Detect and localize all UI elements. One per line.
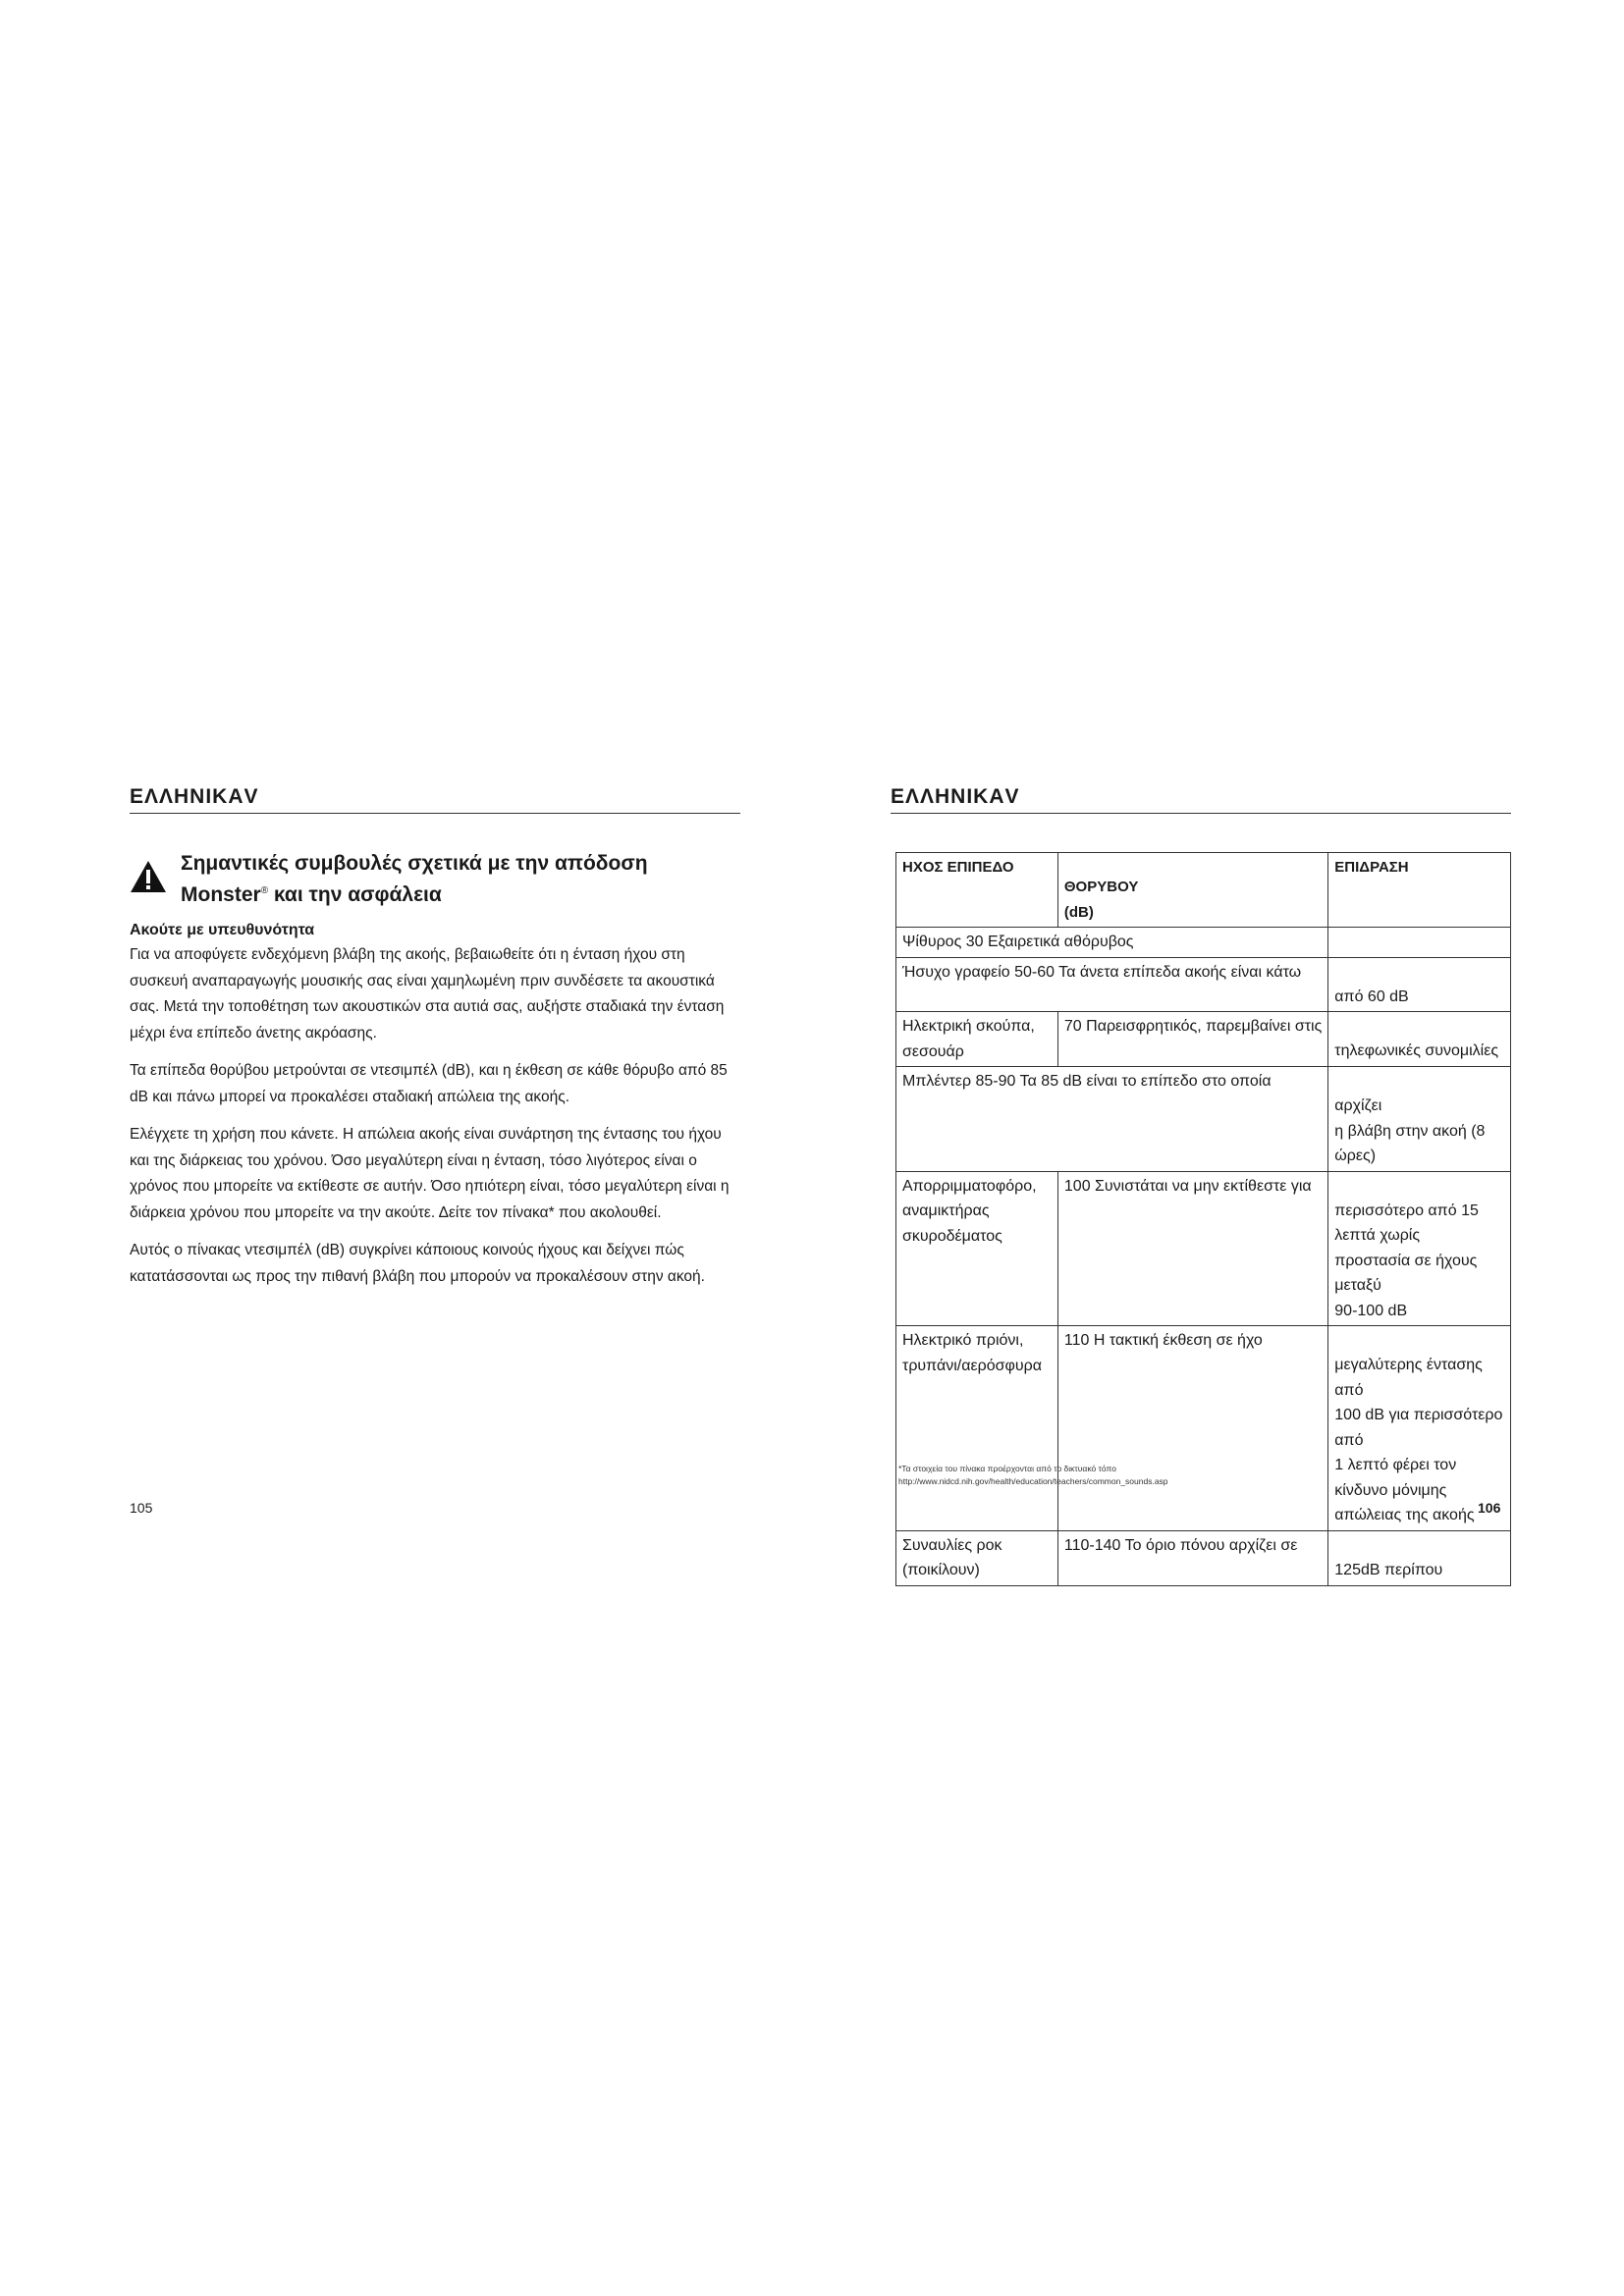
table-row xyxy=(896,1067,1511,1172)
footnote-source: *Τα στοιχεία του πίνακα προέρχονται από το δικτυακό τόπο xyxy=(898,1464,1116,1473)
header-noise-db: ΘΟΡΥΒΟΥ (dB) xyxy=(1057,853,1327,928)
table-row xyxy=(896,1530,1511,1585)
table-cell: Ψίθυρος 30 Εξαιρετικά αθόρυβος xyxy=(896,928,1328,958)
table-cell: από 60 dB xyxy=(1328,957,1511,1012)
table-cell: Ηλεκτρική σκούπα, σεσουάρ xyxy=(896,1012,1058,1067)
table-cell: 110 Η τακτική έκθεση σε ήχο xyxy=(1057,1326,1327,1531)
subheading: Ακούτε με υπευθυνότητα xyxy=(130,922,315,938)
warning-title-line1: Σημαντικές συμβουλές σχετικά με την απόδοση xyxy=(181,852,648,875)
table-row xyxy=(896,1326,1511,1531)
body-text xyxy=(130,919,738,1302)
footnote-url: http://www.nidcd.nih.gov/health/education/teachers/common_sounds.asp xyxy=(898,1476,1168,1486)
footnotes xyxy=(898,1463,1168,1488)
warning-title-line2: και την ασφάλεια xyxy=(268,883,442,906)
page-number: 105 xyxy=(130,1500,153,1516)
table-cell xyxy=(1328,928,1511,958)
table-cell: μεγαλύτερης έντασης από 100 dB για περισσότερο από 1 λεπτό φέρει τον κίνδυνο μόνιμης απώλειας της ακοής xyxy=(1328,1326,1511,1531)
warning-title xyxy=(181,850,738,909)
registered-mark: ® xyxy=(260,885,269,896)
table-row xyxy=(896,957,1511,1012)
right-page xyxy=(812,0,1624,2296)
table-cell: 100 Συνιστάται να μην εκτίθεστε για xyxy=(1057,1171,1327,1326)
table-cell: Μπλέντερ 85-90 Τα 85 dB είναι το επίπεδο στο οποία xyxy=(896,1067,1328,1172)
paragraph-2: Τα επίπεδα θορύβου μετρούνται σε ντεσιμπέλ (dB), και η έκθεση σε κάθε θόρυβο από 85 dB και πάνω μπορεί να προκαλέσει σταδιακή απώλεια της ακοής. xyxy=(130,1062,728,1105)
paragraph-1: Για να αποφύγετε ενδεχόμενη βλάβη της ακοής, βεβαιωθείτε ότι η ένταση ήχου στη συσκευή αναπαραγωγής μουσικής σας είναι χαμηλωμένη πριν συνδέσετε τα ακουστικά σας. Μετά την τοποθέτηση των ακουστικών στα αυτιά σας, αυξήστε σταδιακά την ένταση μέχρι ένα επίπεδο άνετης ακρόασης. xyxy=(130,946,725,1041)
header-sound-level: ΗΧΟΣ ΕΠΙΠΕΔΟ xyxy=(896,853,1058,928)
warning-triangle-icon xyxy=(130,860,167,893)
table-header-row xyxy=(896,853,1511,928)
table-row xyxy=(896,1012,1511,1067)
table-row xyxy=(896,1171,1511,1326)
table-cell: τηλεφωνικές συνομιλίες xyxy=(1328,1012,1511,1067)
paragraph-4: Αυτός ο πίνακας ντεσιμπέλ (dB) συγκρίνει κάποιους κοινούς ήχους και δείχνει πώς κατατάσσονται ως προς την πιθανή βλάβη που μπορούν να προκαλέσουν στην ακοή. xyxy=(130,1242,705,1285)
table-cell: 70 Παρεισφρητικός, παρεμβαίνει στις xyxy=(1057,1012,1327,1067)
table-cell: 125dB περίπου xyxy=(1328,1530,1511,1585)
table-cell: αρχίζει η βλάβη στην ακοή (8 ώρες) xyxy=(1328,1067,1511,1172)
section-header: ΕΛΛΗΝΙΚΑV xyxy=(891,785,1511,814)
table-cell: περισσότερο από 15 λεπτά χωρίς προστασία σε ήχους μεταξύ 90-100 dB xyxy=(1328,1171,1511,1326)
table-row xyxy=(896,928,1511,958)
section-header: ΕΛΛΗΝΙΚΑV xyxy=(130,785,740,814)
page-number: 106 xyxy=(1478,1500,1501,1516)
table-cell: Ηλεκτρικό πριόνι, τρυπάνι/αερόσφυρα xyxy=(896,1326,1058,1531)
paragraph-3: Ελέγχετε τη χρήση που κάνετε. Η απώλεια ακοής είναι συνάρτηση της έντασης του ήχου και της διάρκειας του χρόνου. Όσο μεγαλύτερη είναι η ένταση, τόσο λιγότερος είναι ο χρόνος που μπορείτε να εκτίθεστε σε αυτήν. Όσο ηπιότερη είναι, τόσο μεγαλύτερη είναι η διάρκεια χρόνου που μπορείτε να την ακούτε. Δείτε τον πίνακα* που ακολουθεί. xyxy=(130,1126,730,1221)
safety-warning xyxy=(130,850,738,909)
table-cell: Συναυλίες ροκ (ποικίλουν) xyxy=(896,1530,1058,1585)
brand-name: Monster xyxy=(181,883,261,906)
table-cell: Απορριμματοφόρο, αναμικτήρας σκυροδέματος xyxy=(896,1171,1058,1326)
table-cell: Ήσυχο γραφείο 50-60 Τα άνετα επίπεδα ακοής είναι κάτω xyxy=(896,957,1328,1012)
table-cell: 110-140 Το όριο πόνου αρχίζει σε xyxy=(1057,1530,1327,1585)
header-effect: ΕΠΙΔΡΑΣΗ xyxy=(1328,853,1511,928)
